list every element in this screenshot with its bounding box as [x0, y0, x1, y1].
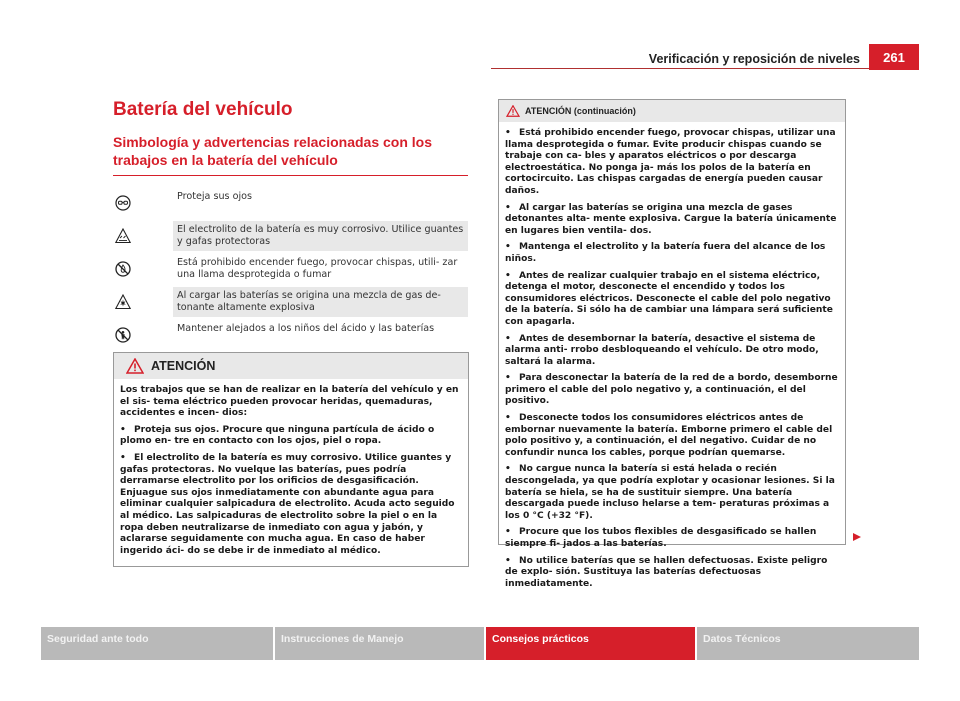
section-title: Batería del vehículo	[113, 99, 293, 120]
symbol-text: El electrolito de la batería es muy corrosivo. Utilice guantes y gafas protectoras	[173, 221, 468, 251]
warning-title: ATENCIÓN	[151, 359, 216, 373]
warning-bullet: • Al cargar las baterías se origina una mezcla de gases detonantes alta- mente explosiva. Cargue la batería únicamente en lugares bien ventila- dos.	[505, 202, 837, 236]
symbol-row	[113, 254, 468, 285]
symbol-row	[113, 221, 468, 252]
symbol-text: Mantener alejados a los niños del ácido y las baterías	[177, 323, 435, 334]
header-rule	[491, 68, 871, 69]
warning-bullet: • Proteja sus ojos. Procure que ninguna partícula de ácido o plomo en- tre en contacto con los ojos, piel o ropa.	[120, 424, 435, 447]
warning-bullet: • Está prohibido encender fuego, provocar chispas, utilizar una llama desprotegida o fumar. Evite producir chispas cuando se trabaje con ca- bles y aparatos eléctricos o por descarga electroestática. No ponga ja- más los polos de la batería en cortocircuito. Las chispas cargadas de energía pueden causar daños.	[505, 128, 836, 196]
warning-box	[113, 352, 469, 567]
corrosive-acid-icon	[115, 228, 131, 244]
footer-tab-instrucciones[interactable]: Instrucciones de Manejo	[273, 627, 484, 660]
warning-title: ATENCIÓN (continuación)	[525, 106, 636, 116]
symbol-text: Proteja sus ojos	[177, 191, 253, 202]
warning-bullet: • Procure que los tubos flexibles de desgasificado se hallen siempre fi- jados a las baterías.	[505, 527, 817, 549]
continue-arrow-icon	[852, 532, 862, 542]
footer-tab-consejos[interactable]: Consejos prácticos	[484, 627, 695, 660]
footer-tab-datos[interactable]: Datos Técnicos	[695, 627, 919, 660]
warning-bullet: • Para desconectar la batería de la red de a bordo, desemborne primero el cable del polo negativo y, a continuación, el del positivo.	[505, 373, 838, 407]
warning-bullet: • Antes de realizar cualquier trabajo en el sistema eléctrico, detenga el motor, desconecte el encendido y todos los consumidores eléctricos. Desconecte el cable del polo negativo de la batería. Si sólo ha de cambiar una lámpara será suficiente con apagarla.	[505, 270, 833, 327]
subsection-title: Simbología y advertencias relacionadas con los trabajos en la batería del vehículo	[113, 134, 433, 168]
symbol-row	[113, 320, 468, 351]
running-header-title: Verificación y reposición de niveles	[648, 52, 860, 66]
page-number: 261	[869, 44, 919, 70]
keep-children-away-icon	[115, 327, 131, 343]
warning-triangle-icon	[126, 358, 144, 374]
symbol-row	[113, 188, 468, 219]
symbol-row	[113, 287, 468, 318]
warning-bullet: • Desconecte todos los consumidores eléctricos antes de embornar nuevamente la batería. Emborne primero el cable del polo positivo y, a continuación, el del negativo. Cuidar de no confundir nunca los cables, porque podrían quemarse.	[505, 413, 833, 458]
warning-bullet: • No cargue nunca la batería si está helada o recién descongelada, ya que podría explotar y ocasionar lesiones. Si la batería se hiela, se ha de sustituir siempre. Una batería descargada puede incluso helarse a tem- peraturas próximas a los 0 °C (+32 °F).	[505, 464, 835, 521]
subsection-rule	[113, 175, 468, 176]
warning-bullet: • Mantenga el electrolito y la batería fuera del alcance de los niños.	[505, 242, 826, 264]
no-fire-icon	[115, 261, 131, 277]
warning-header	[114, 353, 468, 379]
footer-chapter-tabs	[41, 627, 919, 660]
warning-box-continued	[498, 99, 846, 589]
warning-bullet: • El electrolito de la batería es muy corrosivo. Utilice guantes y gafas protectoras. No vuelque las baterías, pues podría derramarse electrolito por los orificios de desgasificación. Enjuague sus ojos inmediatamente con abundante agua para eliminar cualquier salpicadura de electrolito. Acuda acto seguido al médico. Las salpicaduras de electrolito sobre la piel o en la ropa deben neutralizarse de inmediato con agua y jabón, y aclararse seguidamente con mucha agua. En caso de haber ingerido áci- do se debe ir de inmediato al médico.	[120, 452, 455, 556]
warning-intro: Los trabajos que se han de realizar en la batería del vehículo y en el sis- tema eléctrico pueden provocar heridas, quemaduras, accidentes e incen- dios:	[120, 385, 459, 419]
explosive-gas-icon	[115, 294, 131, 310]
warning-triangle-icon	[506, 105, 520, 117]
warning-header	[499, 100, 845, 122]
warning-bullet: • Antes de desembornar la batería, desactive el sistema de alarma anti- rrobo desbloqueando el vehículo. De otro modo, saltará la alarma.	[505, 333, 819, 367]
symbol-text: Al cargar las baterías se origina una mezcla de gas de- tonante altamente explosiva	[173, 287, 468, 317]
eye-protection-icon	[115, 195, 131, 211]
symbol-table	[113, 188, 468, 353]
symbol-text: Está prohibido encender fuego, provocar chispas, utili- zar una llama desprotegida o fumar	[177, 257, 458, 280]
warning-bullet: • No utilice baterías que se hallen defectuosas. Existe peligro de explo- sión. Sustituya las baterías defectuosas inmediatamente.	[505, 555, 828, 589]
footer-tab-seguridad[interactable]: Seguridad ante todo	[41, 627, 273, 660]
